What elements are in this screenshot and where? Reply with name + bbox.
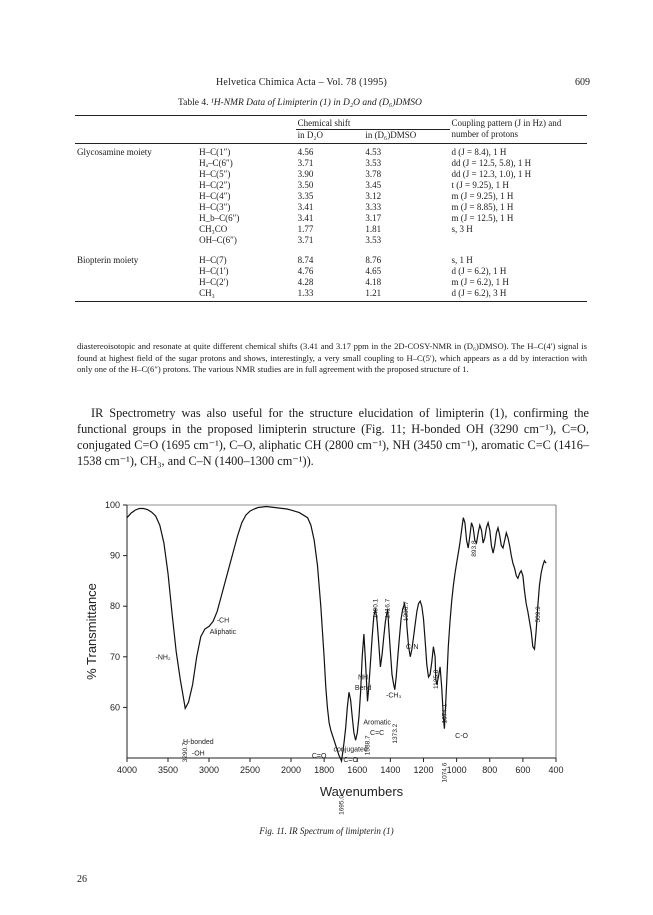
spectrum-annotation: conjugated	[333, 746, 368, 754]
d2o-cell: 4.56	[297, 147, 314, 157]
d2o-cell: 3.41	[297, 202, 314, 212]
ir-spectrum-chart	[0, 495, 653, 825]
table-header-d2o: in D₂O	[297, 130, 323, 140]
group-name	[75, 224, 197, 235]
d2o-cell: 3.90	[297, 169, 314, 179]
spectrum-annotation: -NH₂	[155, 654, 171, 662]
page-number: 609	[575, 77, 590, 88]
table-header-dmso: in (D₆)DMSO	[365, 130, 417, 140]
spectrum-annotation: C-N	[406, 644, 419, 652]
table-row	[75, 213, 587, 224]
proton-cell: CH₃	[199, 288, 215, 298]
peak-label: 1695.0	[338, 795, 346, 815]
group-name	[75, 180, 197, 191]
journal-title: Helvetica Chimica Acta – Vol. 78 (1995)	[216, 77, 388, 88]
group-name	[75, 266, 197, 277]
spectrum-annotation: Aromatic	[363, 719, 391, 727]
proton-cell: H–C(5″)	[199, 169, 231, 179]
x-axis-label: Wavenumbers	[319, 784, 404, 799]
d2o-cell: 4.28	[297, 277, 314, 287]
proton-cell: H–C(7)	[199, 255, 227, 265]
x-tick-label: 4000	[116, 765, 138, 775]
x-tick-label: 1800	[314, 765, 335, 775]
table-caption-prefix: Table 4.	[178, 98, 209, 108]
proton-cell: OH–C(6″)	[199, 235, 237, 245]
group-name	[75, 169, 197, 180]
group-name	[75, 213, 197, 224]
dmso-cell: 4.53	[365, 147, 382, 157]
spectrum-annotation: -CH₃	[386, 692, 402, 700]
table-header-blank	[75, 116, 197, 130]
peak-label: 1373.2	[391, 723, 399, 744]
table-header-coupling: Coupling pattern (J in Hz) and number of protons	[451, 118, 562, 139]
table-row	[75, 288, 587, 302]
nmr-table-body	[75, 144, 587, 302]
y-tick-label: 100	[104, 500, 120, 510]
x-tick-label: 1600	[347, 765, 368, 775]
dmso-cell: 3.45	[365, 180, 382, 190]
dmso-cell: 1.81	[365, 224, 382, 234]
coupling-cell: s, 1 H	[451, 255, 473, 265]
table-row	[75, 224, 587, 235]
d2o-cell: 3.35	[297, 191, 314, 201]
coupling-cell: dd (J = 12.3, 1.0), 1 H	[451, 169, 532, 179]
dmso-cell: 3.17	[365, 213, 382, 223]
x-tick-label: 2000	[280, 765, 302, 775]
proton-cell: H–C(2′)	[199, 277, 229, 287]
x-tick-label: 3000	[198, 765, 220, 775]
spectrum-annotation: C-O	[455, 732, 469, 740]
spectrum-annotation: C=O	[343, 757, 358, 765]
d2o-cell: 1.77	[297, 224, 314, 234]
x-tick-label: 3500	[157, 765, 179, 775]
coupling-cell: t (J = 9.25), 1 H	[451, 180, 509, 190]
proton-cell: H_b–C(6″)	[199, 213, 240, 223]
proton-cell: Hₐ–C(6″)	[199, 158, 233, 168]
dmso-cell: 3.33	[365, 202, 382, 212]
d2o-cell: 8.74	[297, 255, 314, 265]
spectrum-annotation: Bend	[354, 685, 372, 693]
x-tick-label: 400	[548, 765, 564, 775]
spectrum-annotation: H-bonded	[182, 738, 214, 746]
proton-cell: H–C(2″)	[199, 180, 231, 190]
peak-label: 1074.1	[441, 703, 449, 724]
proton-cell: H–C(4″)	[199, 191, 231, 201]
table-row	[75, 191, 587, 202]
spectrum-annotation: -OH	[191, 750, 205, 758]
peak-label: 893.8	[471, 540, 479, 557]
spectrum-annotation: Aliphatic	[209, 629, 237, 637]
table-row	[75, 246, 587, 266]
x-tick-label: 2500	[239, 765, 261, 775]
peak-label: 1416.7	[384, 598, 392, 619]
table-header-shift: Chemical shift	[296, 116, 450, 130]
x-tick-label: 600	[515, 765, 531, 775]
table-header-blank	[197, 130, 296, 144]
y-tick-label: 80	[109, 601, 120, 612]
group-name	[75, 288, 197, 302]
y-tick-label: 70	[109, 651, 120, 662]
table-row	[75, 158, 587, 169]
y-tick-label: 60	[109, 702, 120, 713]
d2o-cell: 4.76	[297, 266, 314, 276]
dmso-cell: 3.53	[365, 235, 382, 245]
x-tick-label: 1000	[446, 765, 467, 775]
coupling-cell: d (J = 6.2), 3 H	[451, 288, 507, 298]
group-name	[75, 158, 197, 169]
proton-cell: H–C(1′)	[199, 266, 229, 276]
dmso-cell: 3.78	[365, 169, 382, 179]
peak-label: 1125.8	[432, 669, 440, 689]
group-name	[75, 235, 197, 246]
proton-cell: H–C(1″)	[199, 147, 231, 157]
d2o-cell: 3.50	[297, 180, 314, 190]
table-row	[75, 266, 587, 277]
d2o-cell: 3.71	[297, 235, 314, 245]
d2o-cell: 3.71	[297, 158, 314, 168]
x-tick-label: 1200	[413, 765, 434, 775]
y-tick-label: 90	[109, 550, 120, 561]
dmso-cell: 4.18	[365, 277, 382, 287]
table-row	[75, 202, 587, 213]
group-name	[75, 277, 197, 288]
x-tick-label: 800	[482, 765, 498, 775]
dmso-cell: 8.76	[365, 255, 382, 265]
spectrum-annotation: -CH	[216, 617, 230, 625]
peak-label: 509.9	[534, 606, 542, 623]
x-tick-label: 1400	[380, 765, 401, 775]
y-axis-label: % Transmittance	[84, 583, 99, 680]
proton-cell: CH₃CO	[199, 224, 228, 234]
coupling-cell: m (J = 12.5), 1 H	[451, 213, 514, 223]
table-caption	[178, 98, 422, 108]
spectrum-annotation: NH	[357, 674, 369, 682]
table-row	[75, 277, 587, 288]
ir-spectrum-figure	[0, 495, 653, 825]
group-name: Biopterin moiety	[77, 255, 139, 265]
coupling-cell: m (J = 6.2), 1 H	[451, 277, 509, 287]
coupling-cell: d (J = 8.4), 1 H	[451, 147, 507, 157]
dmso-cell: 3.12	[365, 191, 382, 201]
coupling-cell	[450, 235, 588, 246]
proton-cell: H–C(3″)	[199, 202, 231, 212]
paragraph-small: diastereoisotopic and resonate at quite different chemical shifts (3.41 and 3.17 ppm in the 2D-COSY-NMR in (D₆)DMSO). The H–C(4′) signal is found at highest field of the sugar protons and shows, interestingly, a very small coupling to H–C(5′), which appears as a dd by interaction with only one of the H–C(6″) protons. The various NMR studies are in full agreement with the proposed structure of 1.	[77, 341, 587, 374]
peak-label: 3290.7	[182, 742, 190, 763]
peak-label: 1490.1	[372, 598, 380, 619]
table-row	[75, 144, 587, 159]
coupling-cell: s, 3 H	[451, 224, 473, 234]
group-name	[75, 191, 197, 202]
coupling-cell: m (J = 8.85), 1 H	[451, 202, 514, 212]
group-name	[75, 202, 197, 213]
table-row	[75, 180, 587, 191]
nmr-table	[75, 115, 587, 302]
footer-number: 26	[77, 874, 87, 885]
table-row	[75, 235, 587, 246]
peak-label: 1538.7	[364, 735, 372, 756]
coupling-cell: d (J = 6.2), 1 H	[451, 266, 507, 276]
spectrum-annotation: C=O	[311, 753, 327, 760]
table-header-blank	[197, 116, 296, 130]
table-caption-text: ¹H-NMR Data of Limipterin (1) in D₂O and (D₆)DMSO	[210, 98, 422, 108]
d2o-cell: 3.41	[297, 213, 314, 223]
group-name: Glycosamine moiety	[77, 147, 152, 157]
dmso-cell: 1.21	[365, 288, 382, 298]
spectrum-line	[127, 507, 546, 765]
coupling-cell: dd (J = 12.5, 5.8), 1 H	[451, 158, 532, 168]
figure-caption-text: Fig. 11. IR Spectrum of limipterin (1)	[259, 826, 394, 836]
paragraph-large	[77, 405, 589, 469]
peak-label: 1074.6	[441, 762, 449, 783]
table-header-blank	[75, 130, 197, 144]
table-row	[75, 169, 587, 180]
spectrum-annotation: C=C	[370, 730, 385, 738]
dmso-cell: 4.65	[365, 266, 382, 276]
coupling-cell: m (J = 9.25), 1 H	[451, 191, 514, 201]
paragraph-large-text: IR Spectrometry was also useful for the structure elucidation of limipterin (1), confirming the functional groups in the proposed limipterin structure (Fig. 11; H-bonded OH (3290 cm⁻¹), C=O, conjugated C=O (1695 cm⁻¹), C–O, aliphatic CH (2800 cm⁻¹), NH (3450 cm⁻¹), aromatic C=C (1416–1538 cm⁻¹), CH₃, and C–N (1400–1300 cm⁻¹)).	[77, 406, 589, 468]
dmso-cell: 3.53	[365, 158, 382, 168]
peak-label: 1306.7	[402, 601, 410, 622]
figure-caption	[0, 826, 653, 836]
d2o-cell: 1.33	[297, 288, 314, 298]
